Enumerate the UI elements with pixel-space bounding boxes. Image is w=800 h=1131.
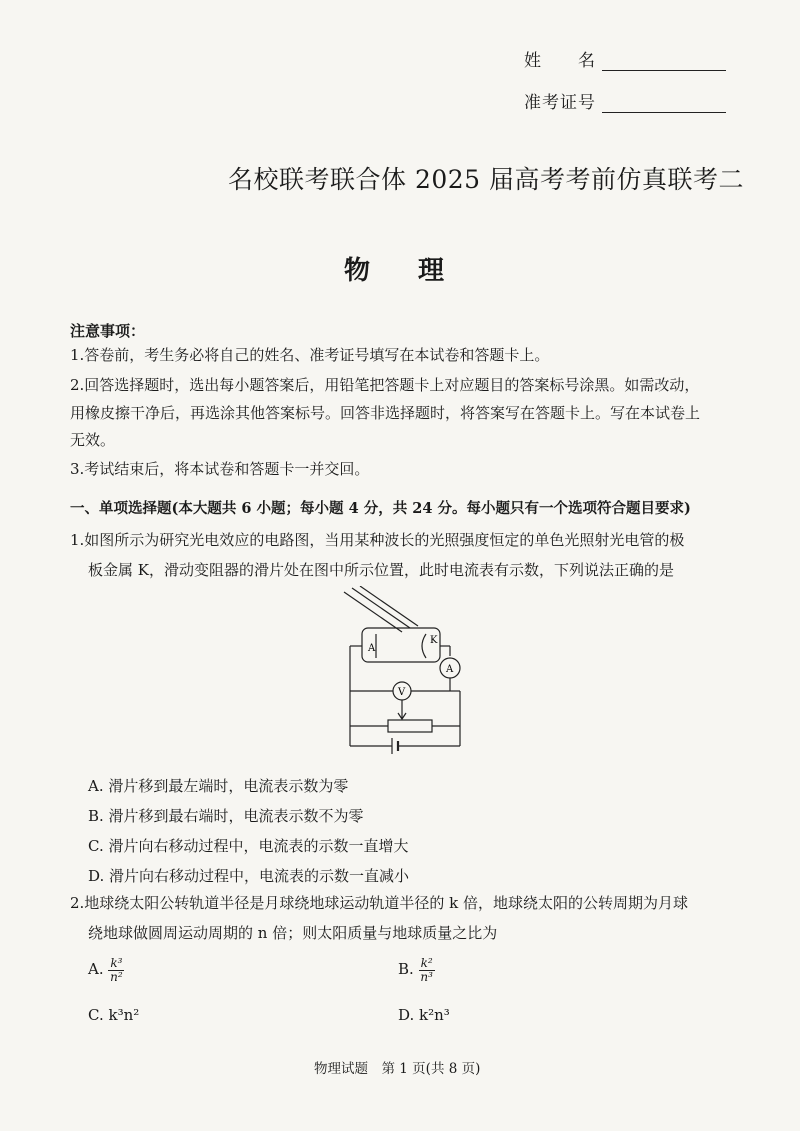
q2-stem-line2: 绕地球做圆周运动周期的 n 倍；则太阳质量与地球质量之比为 bbox=[88, 924, 498, 942]
q2-stem-line1: 2.地球绕太阳公转轨道半径是月球绕地球运动轨道半径的 k 倍，地球绕太阳的公转周期为月球 bbox=[70, 894, 688, 912]
q2-option-a-numerator: k³ bbox=[110, 956, 123, 970]
q2-option-a-denominator: n² bbox=[110, 969, 123, 984]
q2-option-b bbox=[398, 957, 435, 983]
q2-option-a-label: A. bbox=[88, 960, 104, 979]
exam-id-blank bbox=[602, 92, 726, 113]
q2-option-d: D. k²n³ bbox=[398, 1006, 450, 1024]
notice-item-2: 2.回答选择题时，选出每小题答案后，用铅笔把答题卡上对应题目的答案标号涂黑。如需改动， bbox=[70, 376, 700, 394]
notice-heading: 注意事项： bbox=[70, 322, 146, 340]
page-footer: 物理试题 第 1 页(共 8 页) bbox=[314, 1061, 481, 1077]
light-ray-2 bbox=[352, 588, 410, 628]
q1-stem-line2: 板金属 K，滑动变阻器的滑片处在图中所示位置，此时电流表有示数，下列说法正确的是 bbox=[88, 561, 674, 579]
cathode-plate bbox=[422, 634, 426, 658]
light-ray-1 bbox=[344, 592, 402, 632]
q1-option-c: C. 滑片向右移动过程中，电流表的示数一直增大 bbox=[88, 837, 409, 855]
notice-item-2-end: 无效。 bbox=[70, 431, 116, 449]
section-heading: 一、单项选择题(本大题共 6 小题；每小题 4 分，共 24 分。每小题只有一个选项符合题目要求) bbox=[70, 500, 691, 517]
ammeter-label: A bbox=[446, 664, 454, 675]
exam-title: 名校联考联合体 2025 届高考考前仿真联考二 bbox=[228, 165, 745, 194]
name-label: 姓 名 bbox=[524, 51, 596, 71]
exam-id-field-row bbox=[524, 88, 726, 113]
cathode-label: K bbox=[430, 635, 438, 646]
name-blank bbox=[602, 50, 726, 71]
photoelectric-circuit-figure bbox=[330, 586, 480, 766]
notice-item-3: 3.考试结束后，将本试卷和答题卡一并交回。 bbox=[70, 460, 370, 478]
q2-option-b-denominator: n³ bbox=[420, 969, 433, 984]
q1-option-d: D. 滑片向右移动过程中，电流表的示数一直减小 bbox=[88, 867, 410, 885]
subject-title: 物理 bbox=[344, 256, 493, 286]
q2-option-c: C. k³n² bbox=[88, 1006, 140, 1024]
name-field-row bbox=[524, 46, 726, 71]
q1-option-b: B. 滑片移到最右端时，电流表示数不为零 bbox=[88, 807, 364, 825]
q2-option-a-fraction bbox=[108, 957, 124, 983]
notice-item-2-cont: 用橡皮擦干净后，再选涂其他答案标号。回答非选择题时，将答案写在答题卡上。写在本试卷上 bbox=[70, 404, 701, 422]
anode-label: A bbox=[368, 643, 376, 654]
q2-option-b-fraction bbox=[419, 957, 435, 983]
exam-id-label: 准考证号 bbox=[524, 93, 596, 113]
rheostat bbox=[388, 720, 432, 732]
voltmeter-label: V bbox=[398, 687, 406, 698]
q1-stem-line1: 1.如图所示为研究光电效应的电路图，当用某种波长的光照强度恒定的单色光照射光电管的极 bbox=[70, 531, 685, 549]
light-ray-3 bbox=[360, 586, 418, 626]
notice-item-1: 1.答卷前，考生务必将自己的姓名、准考证号填写在本试卷和答题卡上。 bbox=[70, 346, 550, 364]
q2-option-b-label: B. bbox=[398, 960, 414, 979]
q1-option-a: A. 滑片移到最左端时，电流表示数为零 bbox=[88, 777, 349, 795]
q2-option-a bbox=[88, 957, 124, 983]
q2-option-b-numerator: k² bbox=[420, 956, 433, 970]
